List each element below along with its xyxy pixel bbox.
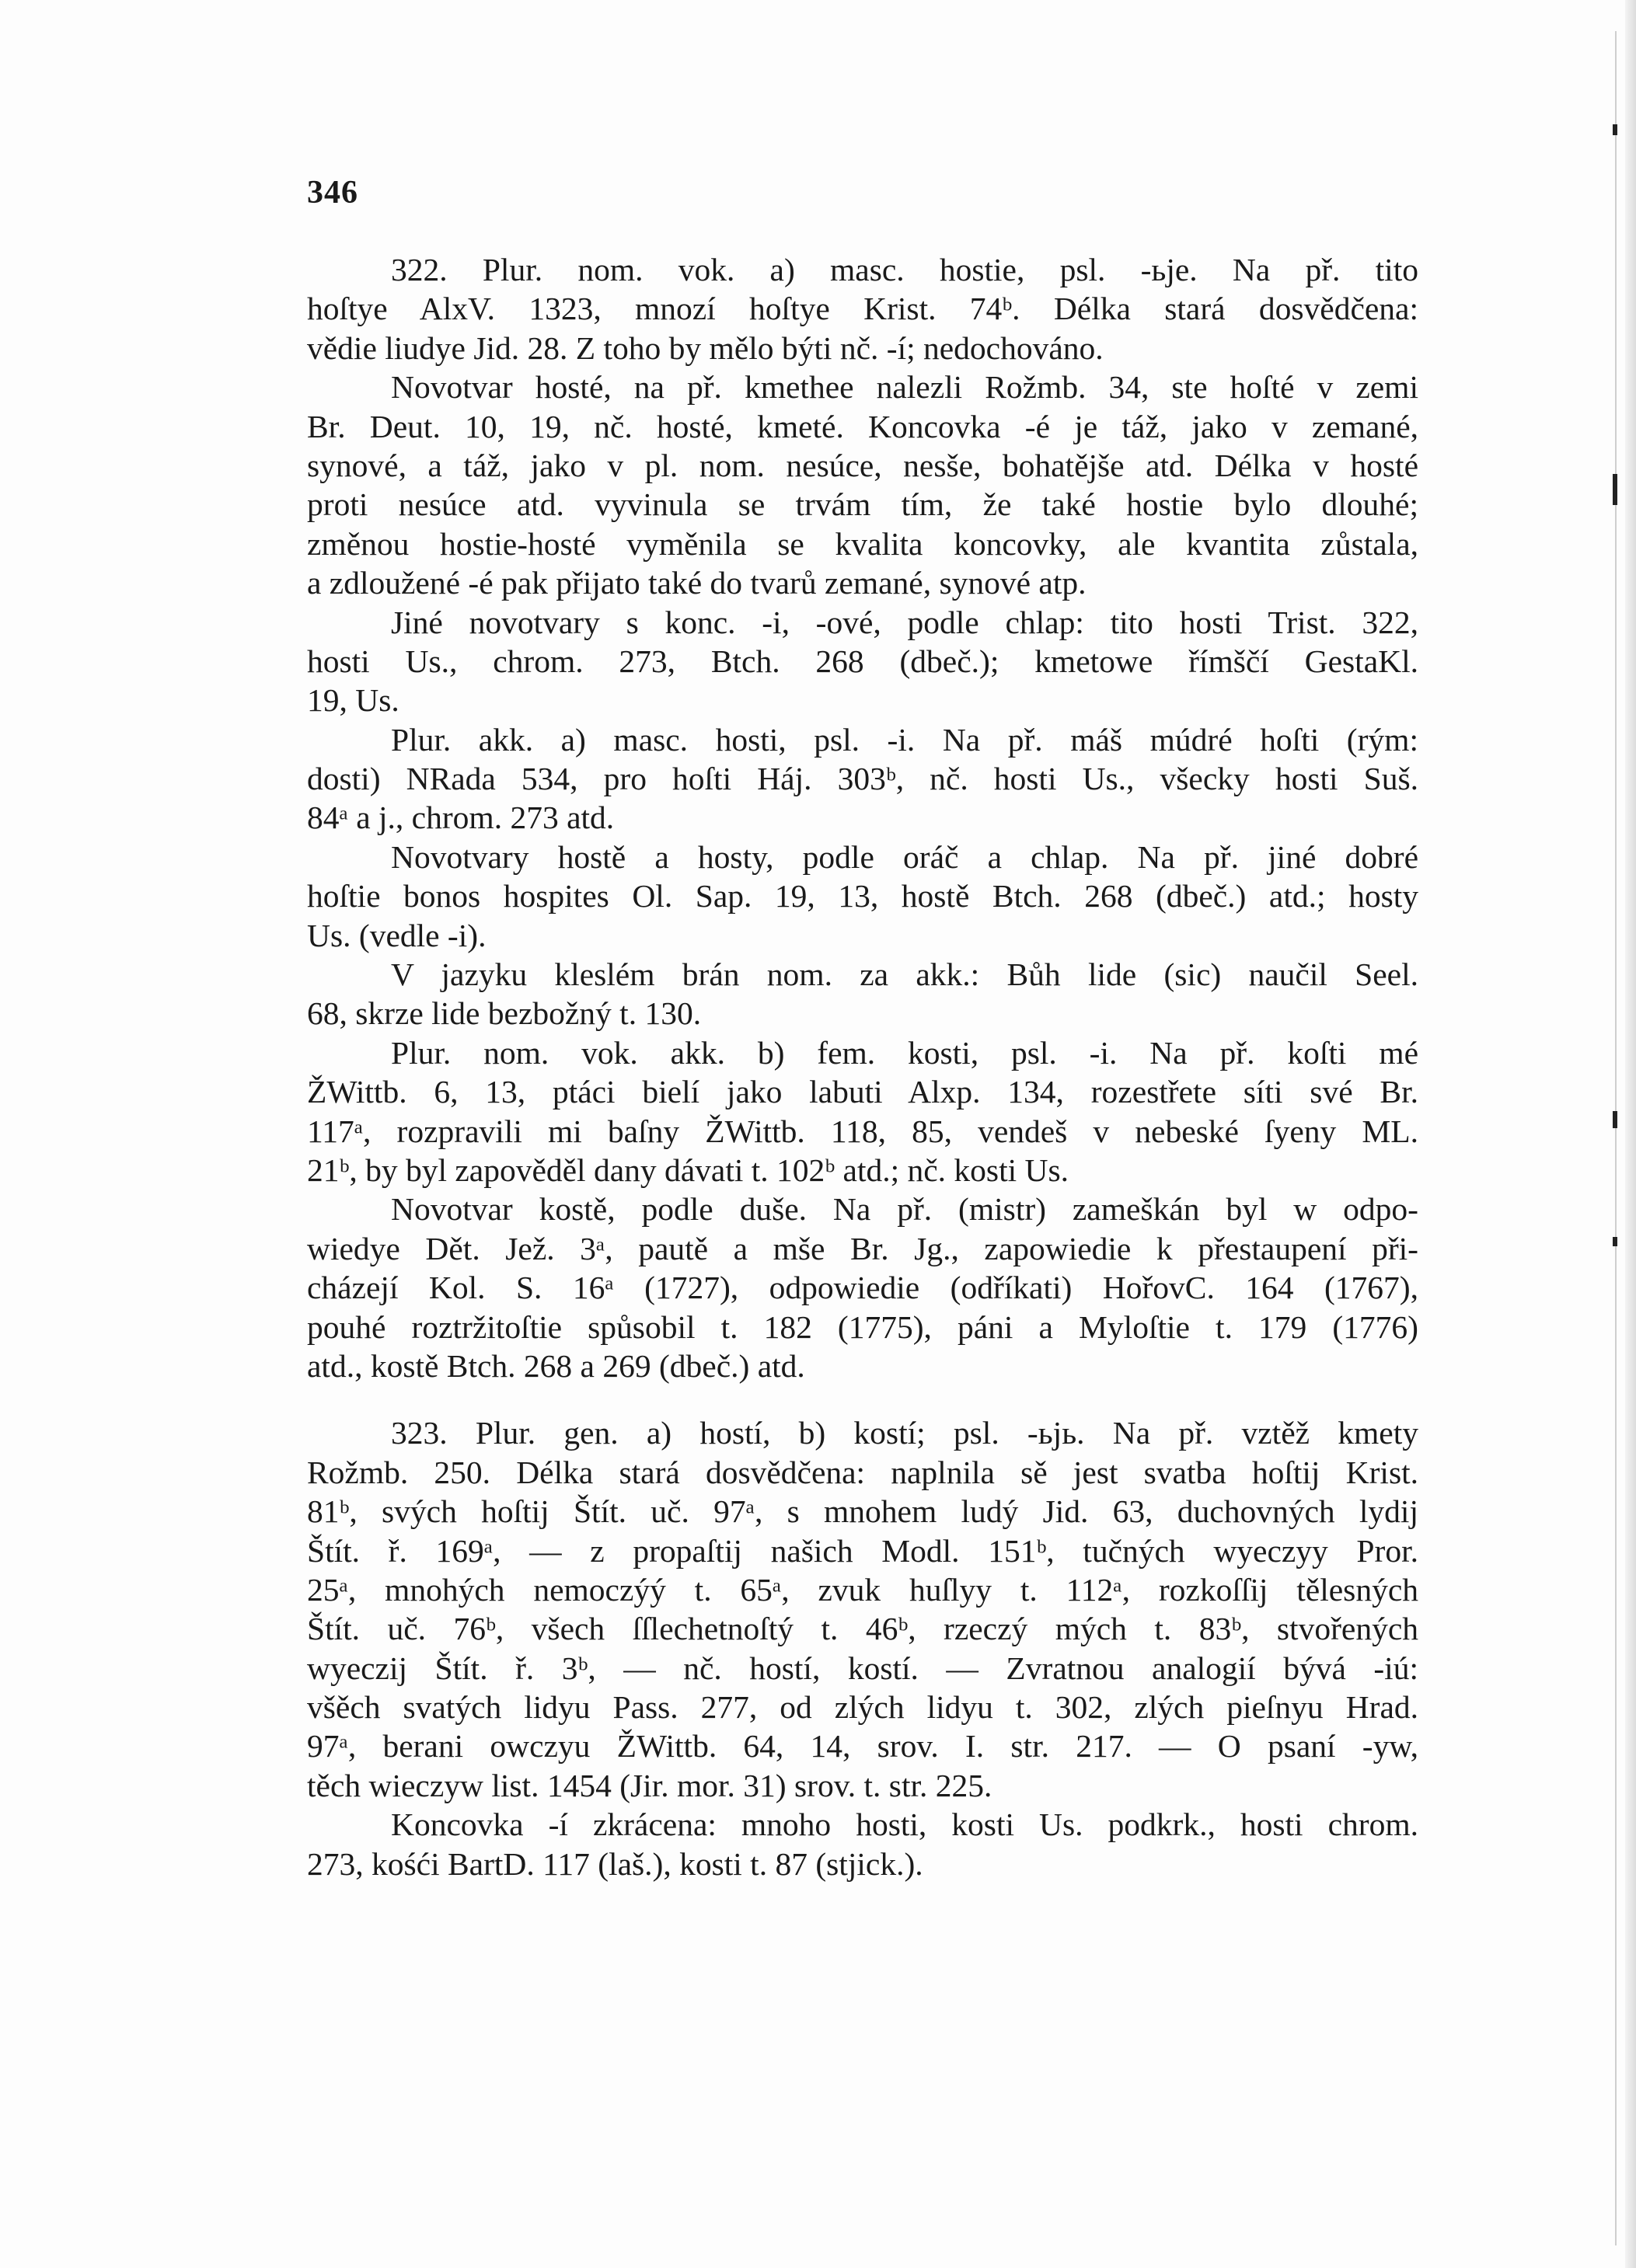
text-line: 68, skrze lide bezbožný t. 130. (307, 995, 702, 1032)
text-line: hoſtye AlxV. 1323, mnozí hoſtye Krist. 74ᵇ. Délka stará dosvědčena: (307, 291, 1418, 327)
page-number: 346 (307, 175, 358, 211)
text-line: dosti) NRada 534, pro hoſti Háj. 303ᵇ, nč. hosti Us., všecky hosti Suš. (307, 761, 1418, 797)
text-line: 21ᵇ, by byl zapověděl dany dávati t. 102ᵇ atd.; nč. kosti Us. (307, 1151, 1069, 1188)
paragraph (307, 1033, 1418, 1190)
text-line: změnou hostie-hosté vyměnila se kvalita koncovky, ale kvantita zůstala, (307, 525, 1418, 562)
text-line: Jiné novotvary s konc. -i, -ové, podle chlap: tito hosti Trist. 322, (391, 604, 1418, 640)
text-line: Novotvar kostě, podle duše. Na př. (mistr) zameškán byl w odpo- (391, 1191, 1418, 1228)
text-line: těch wieczyw list. 1454 (Jir. mor. 31) srov. t. str. 225. (307, 1767, 992, 1803)
paragraph (307, 1805, 1418, 1883)
paragraph (307, 838, 1418, 955)
text-line: Koncovka -í zkrácena: mnoho hosti, kosti Us. podkrk., hosti chrom. (391, 1806, 1418, 1843)
paragraph (307, 1413, 1418, 1805)
text-line: wyeczij Štít. ř. 3ᵇ, — nč. hostí, kostí. — Zvratnou analogií bývá -iú: (307, 1650, 1418, 1686)
text-line: ŽWittb. 6, 13, ptáci bielí jako labuti Alxp. 134, rozestřete síti své Br. (307, 1074, 1418, 1110)
text-line: vědie liudye Jid. 28. Z toho by mělo býti nč. -í; nedochováno. (307, 329, 1104, 366)
text-line: 322. Plur. nom. vok. a) masc. hostie, psl. -ьje. Na př. tito (391, 252, 1418, 287)
page-edge (1625, 0, 1636, 2268)
text-body (307, 250, 1418, 1883)
paragraph (307, 368, 1418, 602)
text-line: Novotvary hostě a hosty, podle oráč a chlap. Na př. jiné dobré (391, 838, 1418, 875)
text-line: wiedye Dět. Jež. 3ᵃ, pautě a mše Br. Jg., zapowiedie k přestaupení při- (307, 1230, 1418, 1266)
text-line: 84ᵃ a j., chrom. 273 atd. (307, 800, 615, 836)
section-323 (307, 1413, 1418, 1883)
text-line: Štít. uč. 76ᵇ, všech ſſlechetnoſtý t. 46ᵇ, rzeczý mých t. 83ᵇ, stvořených (307, 1611, 1418, 1647)
section-322 (307, 250, 1418, 1385)
text-line: atd., kostě Btch. 268 a 269 (dbeč.) atd. (307, 1347, 805, 1384)
text-line: synové, a táž, jako v pl. nom. nesúce, nesše, bohatějše atd. Délka v hosté (307, 447, 1418, 483)
page-edge-line (1615, 31, 1617, 2245)
section-gap (307, 1385, 1418, 1413)
text-line: Novotvar hosté, na př. kmethee nalezli Rožmb. 34, ste hoſté v zemi (391, 369, 1418, 406)
edge-mark (1613, 474, 1617, 505)
text-line: 273, kośći BartD. 117 (laš.), kosti t. 87 (stjick.). (307, 1845, 923, 1882)
text-line: 117ᵃ, rozpravili mi baſny ŽWittb. 118, 85, vendeš v nebeské ſyeny ML. (307, 1113, 1418, 1149)
text-line: 25ᵃ, mnohých nemoczýý t. 65ᵃ, zvuk huſlyy t. 112ᵃ, rozkoſſij tělesných (307, 1571, 1418, 1608)
text-line: V jazyku kleslém brán nom. za akk.: Bůh lide (sic) naučil Seel. (391, 956, 1418, 993)
text-line: a zdloužené -é pak přijato také do tvarů zemané, synové atp. (307, 565, 1087, 601)
text-line: hoſtie bonos hospites Ol. Sap. 19, 13, hostě Btch. 268 (dbeč.) atd.; hosty (307, 878, 1418, 915)
text-line: Plur. nom. vok. akk. b) fem. kosti, psl. -i. Na př. koſti mé (391, 1034, 1418, 1071)
edge-mark (1613, 1237, 1617, 1246)
paragraph (307, 955, 1418, 1033)
text-line: Štít. ř. 169ᵃ, — z propaſtij našich Modl. 151ᵇ, tučných wyeczyy Pror. (307, 1532, 1418, 1569)
paragraph (307, 720, 1418, 838)
text-line: všěch svatých lidyu Pass. 277, od zlých lidyu t. 302, zlých pieſnyu Hrad. (307, 1689, 1418, 1726)
text-line: 97ᵃ, berani owczyu ŽWittb. 64, 14, srov. I. str. 217. — O psaní -yw, (307, 1728, 1418, 1765)
text-line: Br. Deut. 10, 19, nč. hosté, kmeté. Koncovka -é je táž, jako v zemané, (307, 408, 1418, 444)
text-line: 323. Plur. gen. a) hostí, b) kostí; psl. -ьjь. Na př. vztěž kmety (391, 1415, 1418, 1451)
edge-mark (1613, 1111, 1617, 1128)
edge-mark (1613, 124, 1617, 135)
paragraph (307, 1190, 1418, 1385)
text-line: Us. (vedle -i). (307, 917, 487, 953)
text-line: cházejí Kol. S. 16ᵃ (1727), odpowiedie (odříkati) HořovC. 164 (1767), (307, 1270, 1418, 1306)
text-line: Rožmb. 250. Délka stará dosvědčena: naplnila sě jest svatba hoſtij Krist. (307, 1454, 1418, 1490)
text-line: hosti Us., chrom. 273, Btch. 268 (dbeč.); kmetowe římščí GestaKl. (307, 643, 1418, 679)
paragraph (307, 603, 1418, 720)
paragraph (307, 250, 1418, 368)
text-line: 19, Us. (307, 682, 399, 719)
text-line: proti nesúce atd. vyvinula se trvám tím, že také hostie bylo dlouhé; (307, 486, 1418, 523)
text-line: pouhé roztržitoſtie spůsobil t. 182 (1775), páni a Myloſtie t. 179 (1776) (307, 1308, 1418, 1345)
text-line: 81ᵇ, svých hoſtij Štít. uč. 97ᵃ, s mnohem ludý Jid. 63, duchovných lydij (307, 1493, 1418, 1530)
text-line: Plur. akk. a) masc. hosti, psl. -i. Na př. máš múdré hoſti (rým: (391, 721, 1418, 758)
